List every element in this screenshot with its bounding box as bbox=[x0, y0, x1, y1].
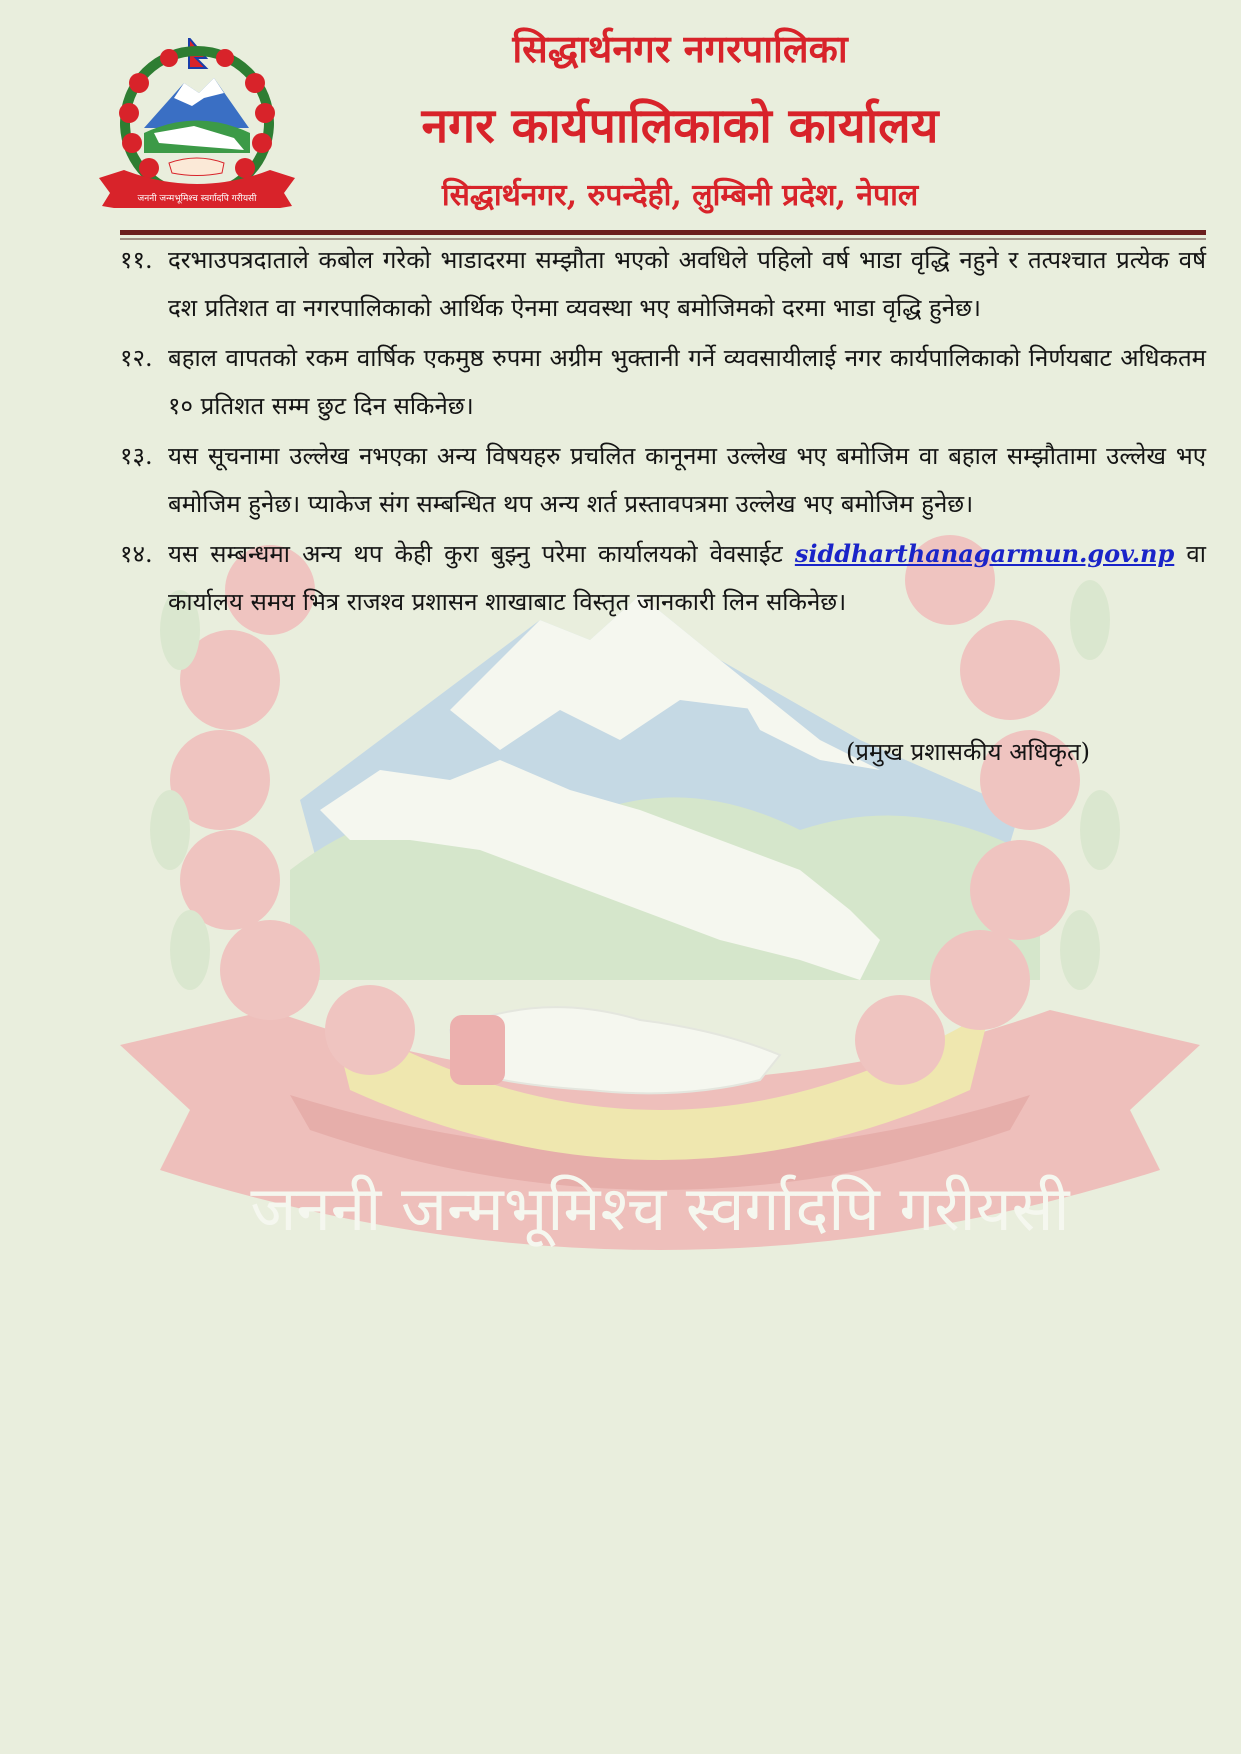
clause-text-before-link: यस सम्बन्धमा अन्य थप केही कुरा बुझ्नु परेमा कार्यालयको वेवसाईट bbox=[168, 540, 783, 568]
header-rule-thick bbox=[120, 230, 1206, 235]
clause-text: बहाल वापतको रकम वार्षिक एकमुष्ठ रुपमा अग्रीम भुक्तानी गर्ने व्यवसायीलाई नगर कार्यपालिकाको निर्णयबाट अधिकतम १० प्रतिशत सम्म छुट दिन सकिनेछ। bbox=[168, 344, 1206, 420]
clause-text: यस सूचनामा उल्लेख नभएका अन्य विषयहरु प्रचलित कानूनमा उल्लेख भए बमोजिम वा बहाल सम्झौतामा उल्लेख भए बमोजिम हुनेछ। प्याकेज संग सम्बन्धित थप अन्य शर्त प्रस्तावपत्रमा उल्लेख भए बमोजिम हुनेछ। bbox=[168, 442, 1206, 518]
clause-14 bbox=[120, 530, 1206, 626]
clause-text: दरभाउपत्रदाताले कबोल गरेको भाडादरमा सम्झौता भएको अवधिले पहिलो वर्ष भाडा वृद्धि नहुने र तत्पश्चात प्रत्येक वर्ष दश प्रतिशत वा नगरपालिकाको आर्थिक ऐनमा व्यवस्था भए बमोजिमको दरमा भाडा वृद्धि हुनेछ। bbox=[168, 246, 1206, 322]
clause-text-after-link: वा कार्यालय समय भित्र राजश्व प्रशासन शाखाबाट विस्तृत जानकारी लिन सकिनेछ। bbox=[168, 540, 1206, 616]
notice-clauses bbox=[120, 236, 1206, 628]
clause-number: १२. bbox=[120, 344, 153, 372]
letterhead bbox=[0, 0, 1241, 240]
government-emblem bbox=[94, 38, 300, 208]
office-title: नगर कार्यपालिकाको कार्यालय bbox=[421, 98, 939, 154]
office-address: सिद्धार्थनगर, रुपन्देही, लुम्बिनी प्रदेश, नेपाल bbox=[441, 178, 919, 213]
watermark-motto: जननी जन्मभूमिश्च स्वर्गादपि गरीयसी bbox=[250, 1172, 1070, 1245]
clause-number: १३. bbox=[120, 442, 153, 470]
emblem-motto: जननी जन्मभूमिश्च स्वर्गादपि गरीयसी bbox=[137, 194, 257, 204]
municipality-name: सिद्धार्थनगर नगरपालिका bbox=[512, 26, 848, 71]
clause-number: ११. bbox=[120, 246, 153, 274]
website-link[interactable]: siddharthanagarmun.gov.np bbox=[794, 539, 1175, 568]
emblem-watermark bbox=[120, 510, 1200, 1410]
signature-designation: (प्रमुख प्रशासकीय अधिकृत) bbox=[845, 738, 1090, 766]
clause-number: १४. bbox=[120, 540, 153, 568]
clause-11 bbox=[120, 236, 1206, 332]
clause-13 bbox=[120, 432, 1206, 528]
clause-12 bbox=[120, 334, 1206, 430]
